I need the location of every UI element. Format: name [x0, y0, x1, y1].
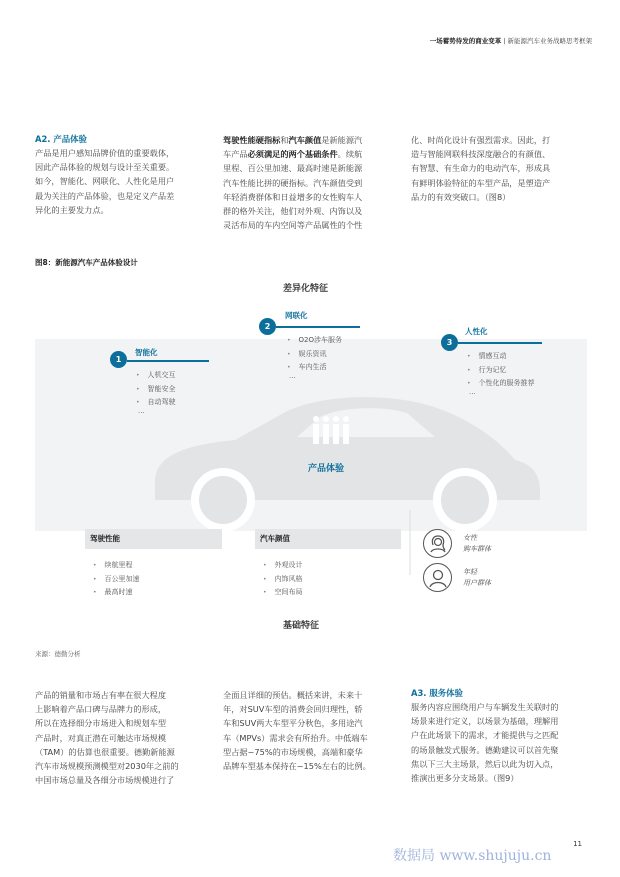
- list-item: • 最高时速: [93, 586, 140, 600]
- text-line: 焦以下三大主场景，然后以此为切入点，: [411, 758, 559, 769]
- header-subtitle: 新能源汽车业务战略思考框架: [507, 37, 592, 45]
- box-header: 驾驶性能: [85, 529, 222, 549]
- feature-list: [136, 369, 176, 410]
- list-item: • 续航里程: [93, 559, 140, 573]
- text-line: 户在此场景下的需求，才能提供与之匹配: [411, 730, 559, 741]
- box-list: [263, 559, 303, 600]
- feature-title: 人性化: [465, 327, 488, 336]
- text-line: 有智慧、有生命力的电动汽车，形成具: [411, 163, 551, 174]
- feature-list: [467, 350, 535, 391]
- list-item: • 外观设计: [263, 559, 303, 573]
- text-line: 的场景触发式服务。德勤建议可以首先聚: [411, 744, 559, 755]
- text-run: 。续航: [337, 149, 363, 160]
- section-heading-a3: A3. 服务体验: [411, 688, 463, 698]
- list-item: • 个性化的服务推荐: [467, 377, 535, 391]
- text-line: 型占据~75%的市场规模，高端和豪华: [223, 746, 363, 757]
- section-heading-a2: A2. 产品体验: [35, 134, 87, 144]
- watermark: 数据局 www.shujuju.cn: [393, 848, 552, 864]
- text-line: （TAM）的估算也很重要。德勤新能源: [35, 746, 175, 757]
- figure-source: 来源：德勤分析: [35, 650, 81, 658]
- feature-title: 网联化: [285, 311, 308, 320]
- text-line: 产品时，对真正潜在可触达市场规模: [35, 732, 167, 743]
- bottom-column-1: [35, 688, 215, 787]
- man-icon: [423, 563, 452, 592]
- people-group-icon: [310, 415, 350, 449]
- text-line: 产品的销量和市场占有率在很大程度: [35, 690, 167, 700]
- persona-line: 年轻: [463, 568, 477, 576]
- text-line: 车和SUV两大车型平分秋色，多用途汽: [223, 718, 363, 729]
- feature-underline: [458, 342, 542, 344]
- list-item: • 百公里加速: [93, 573, 140, 587]
- text-line: 里程、百公里加速、最高时速是新能源: [223, 163, 363, 174]
- text-line: 有鲜明体验特征的车型产品，是塑造产: [411, 177, 551, 188]
- text-run: 和: [280, 135, 289, 145]
- product-experience-label: 产品体验: [308, 464, 345, 474]
- persona-line: 用户群体: [463, 579, 491, 587]
- bottom-column-3: [411, 687, 593, 785]
- text-line: 品力的有效突破口。（图8）: [411, 191, 511, 202]
- more-ellipsis: ...: [469, 388, 476, 396]
- more-ellipsis: ...: [138, 407, 145, 415]
- text-line: 异化的主要发力点。: [35, 204, 109, 215]
- bold-term: 必须满足的两个基础条件: [247, 149, 338, 160]
- differentiation-label: 差异化特征: [283, 284, 329, 294]
- list-item: • O2O涉车服务: [287, 334, 342, 348]
- list-item: • 自动驾驶: [136, 396, 176, 410]
- more-ellipsis: ...: [289, 372, 296, 380]
- bottom-column-2: [223, 688, 403, 773]
- feature-number-badge: 1: [110, 351, 127, 368]
- feature-underline: [127, 360, 209, 362]
- text-line: 群的格外关注，他们对外观、内饰以及: [223, 206, 363, 217]
- list-item: • 内饰风格: [263, 573, 303, 587]
- text-line: 场景来进行定义，以场景为基础，理解用: [411, 716, 559, 727]
- persona-line: 女性: [463, 534, 477, 542]
- box-header: 汽车颜值: [255, 529, 401, 549]
- text-line: [223, 147, 403, 161]
- text-line: 全面且详细的预估。概括来讲，未来十: [223, 690, 363, 700]
- text-line: 汽车市场规模预测模型对2030年之前的: [35, 761, 179, 772]
- figure-title: 图8：新能源汽车产品体验设计: [35, 258, 138, 267]
- page-number: 11: [573, 840, 582, 848]
- list-item: • 情感互动: [467, 350, 535, 364]
- feature-number-badge: 3: [441, 334, 458, 351]
- header-separator: |: [503, 37, 506, 45]
- text-line: 产品是用户感知品牌价值的重要载体，: [35, 148, 175, 158]
- bold-term: 驾驶性能硬指标: [223, 135, 281, 145]
- persona-line: 购车群体: [463, 545, 491, 553]
- top-column-1: [35, 133, 215, 217]
- basic-features-label: 基础特征: [283, 621, 320, 631]
- text-line: 中国市场总量及各细分市场规模进行了: [35, 775, 175, 786]
- persona-label: [463, 533, 491, 555]
- top-column-3: [411, 133, 591, 204]
- header-title: 一场蓄势待发的商业变革: [429, 37, 502, 45]
- text-line: 最为关注的产品体验，也是定义产品差: [35, 190, 175, 201]
- text-line: 品牌车型基本保持在~15%左右的比例。: [223, 761, 371, 772]
- feature-title: 智能化: [135, 348, 158, 357]
- text-run: 是新能源汽: [321, 135, 363, 145]
- text-line: 化、时尚化设计有强烈需求。因此，打: [411, 135, 551, 145]
- bold-term: 汽车颜值: [288, 135, 322, 145]
- list-item: • 空间布局: [263, 586, 303, 600]
- list-item: • 车内生活: [287, 361, 342, 375]
- list-item: • 行为记忆: [467, 364, 535, 378]
- persona-label: [463, 567, 491, 589]
- text-line: 造与智能网联科技深度融合的有颜值、: [411, 149, 551, 160]
- list-item: • 智能安全: [136, 383, 176, 397]
- text-line: 推演出更多分支场景。（图9）: [411, 773, 519, 784]
- list-item: • 人机交互: [136, 369, 176, 383]
- feature-list: [287, 334, 342, 375]
- running-header: [430, 36, 592, 45]
- top-column-2: [223, 133, 403, 232]
- box-list: [93, 559, 140, 600]
- text-line: 年，对SUV车型的消费会回归理性，轿: [223, 704, 363, 715]
- text-line: 年轻消费群体和日益增多的女性购车人: [223, 191, 363, 202]
- text-line: [223, 133, 403, 147]
- woman-icon: [423, 529, 452, 558]
- list-item: • 娱乐资讯: [287, 348, 342, 362]
- product-experience-diagram: [35, 275, 587, 635]
- text-line: 灵活布局的车内空间等产品属性的个性: [223, 220, 363, 231]
- text-line: 车（MPVs）需求会有所抬升。中低端车: [223, 732, 368, 743]
- text-line: 所以在选择细分市场进入和规划车型: [35, 718, 167, 729]
- text-line: 如今，智能化、网联化、人性化是用户: [35, 176, 175, 187]
- text-line: 上影响着产品口碑与品牌力的形成，: [35, 704, 167, 715]
- feature-number-badge: 2: [259, 318, 276, 335]
- feature-underline: [276, 326, 360, 328]
- text-line: 服务内容应围绕用户与车辆发生关联时的: [411, 702, 559, 712]
- text-line: 因此产品体验的规划与设计至关重要。: [35, 162, 175, 173]
- text-run: 车产品: [223, 149, 248, 160]
- text-line: 汽车性能比拼的硬指标。汽车颜值受到: [223, 177, 363, 188]
